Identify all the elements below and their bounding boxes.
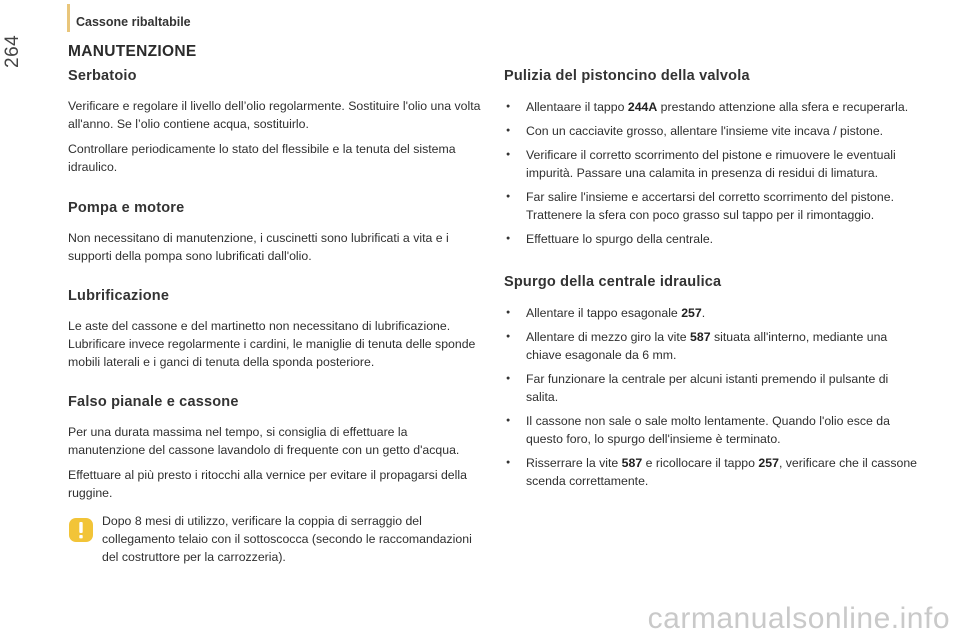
page-number: 264 — [2, 34, 23, 68]
section-title-spurgo: Spurgo della centrale idraulica — [504, 274, 722, 290]
exclamation-warning-icon — [68, 517, 94, 543]
right-column — [504, 68, 922, 496]
warning-text: Dopo 8 mesi di utilizzo, verificare la coppia di serraggio del collegamento telaio con il sottoscocca (secondo le raccomandazioni del costruttore per la carrozzeria). — [102, 514, 472, 564]
list-item: ● Far salire l'insieme e accertarsi del corretto scorrimento del pistone. Trattenere la sfera con poco grasso sul tappo per il rimontaggio. — [504, 188, 922, 224]
list-item: ● Effettuare lo spurgo della centrale. — [504, 230, 922, 248]
section-title-serbatoio: Serbatoio — [68, 68, 137, 84]
warning-note — [68, 512, 488, 566]
serbatoio-paragraph-1: Verificare e regolare il livello dell’olio regolarmente. Sostituire l'olio una volta all'anno. Se l’olio contiene acqua, sostituirlo. — [68, 99, 481, 131]
list-item: ● Allentare il tappo esagonale 257. — [504, 304, 922, 322]
section-title-pulizia: Pulizia del pistoncino della valvola — [504, 68, 750, 84]
lubrificazione-paragraph-1: Le aste del cassone e del martinetto non necessitano di lubrificazione. Lubrificare invece regolarmente i cardini, le maniglie di tenuta delle sponde mobili laterali e i ganci di tenuta della sponda posteriore. — [68, 319, 476, 369]
chapter-title: Cassone ribaltabile — [76, 15, 191, 29]
pulizia-steps — [504, 98, 922, 248]
list-item: ● Allentare di mezzo giro la vite 587 situata all'interno, mediante una chiave esagonale da 6 mm. — [504, 328, 922, 364]
part-ref: 257 — [681, 306, 702, 320]
list-item: ● Il cassone non sale o sale molto lentamente. Quando l'olio esce da questo foro, lo spurgo dell'insieme è terminato. — [504, 412, 922, 448]
page-title: MANUTENZIONE — [68, 43, 197, 60]
falso-pianale-paragraph-2: Effettuare al più presto i ritocchi alla vernice per evitare il propagarsi della ruggine. — [68, 468, 467, 500]
list-item: ● Con un cacciavite grosso, allentare l'insieme vite incava / pistone. — [504, 122, 922, 140]
list-item: ● Risserrare la vite 587 e ricollocare il tappo 257, verificare che il cassone scenda correttamente. — [504, 454, 922, 490]
pompa-paragraph-1: Non necessitano di manutenzione, i cuscinetti sono lubrificati a vita e i supporti della pompa sono lubrificati dall'olio. — [68, 231, 449, 263]
part-ref: 587 — [690, 330, 711, 344]
serbatoio-paragraph-2: Controllare periodicamente lo stato del flessibile e la tenuta del sistema idraulico. — [68, 142, 456, 174]
part-ref: 257 — [758, 456, 779, 470]
list-item: ● Allentaare il tappo 244A prestando attenzione alla sfera e recuperarla. — [504, 98, 922, 116]
section-title-falso-pianale: Falso pianale e cassone — [68, 394, 239, 410]
list-item: ● Far funzionare la centrale per alcuni istanti premendo il pulsante di salita. — [504, 370, 922, 406]
part-ref: 244A — [627, 100, 658, 114]
spurgo-steps — [504, 304, 922, 490]
chapter-accent-bar — [67, 4, 70, 32]
falso-pianale-paragraph-1: Per una durata massima nel tempo, si consiglia di effettuare la manutenzione del cassone lavandolo di frequente con un getto d'acqua. — [68, 425, 460, 457]
list-item: ● Verificare il corretto scorrimento del pistone e rimuovere le eventuali impurità. Passare una calamita in presenza di residui di limatura. — [504, 146, 922, 182]
part-ref: 587 — [621, 456, 643, 470]
left-column — [68, 68, 488, 566]
section-title-lubrificazione: Lubrificazione — [68, 288, 170, 304]
watermark: carmanualsonline.info — [647, 602, 950, 635]
section-title-pompa: Pompa e motore — [68, 200, 185, 216]
